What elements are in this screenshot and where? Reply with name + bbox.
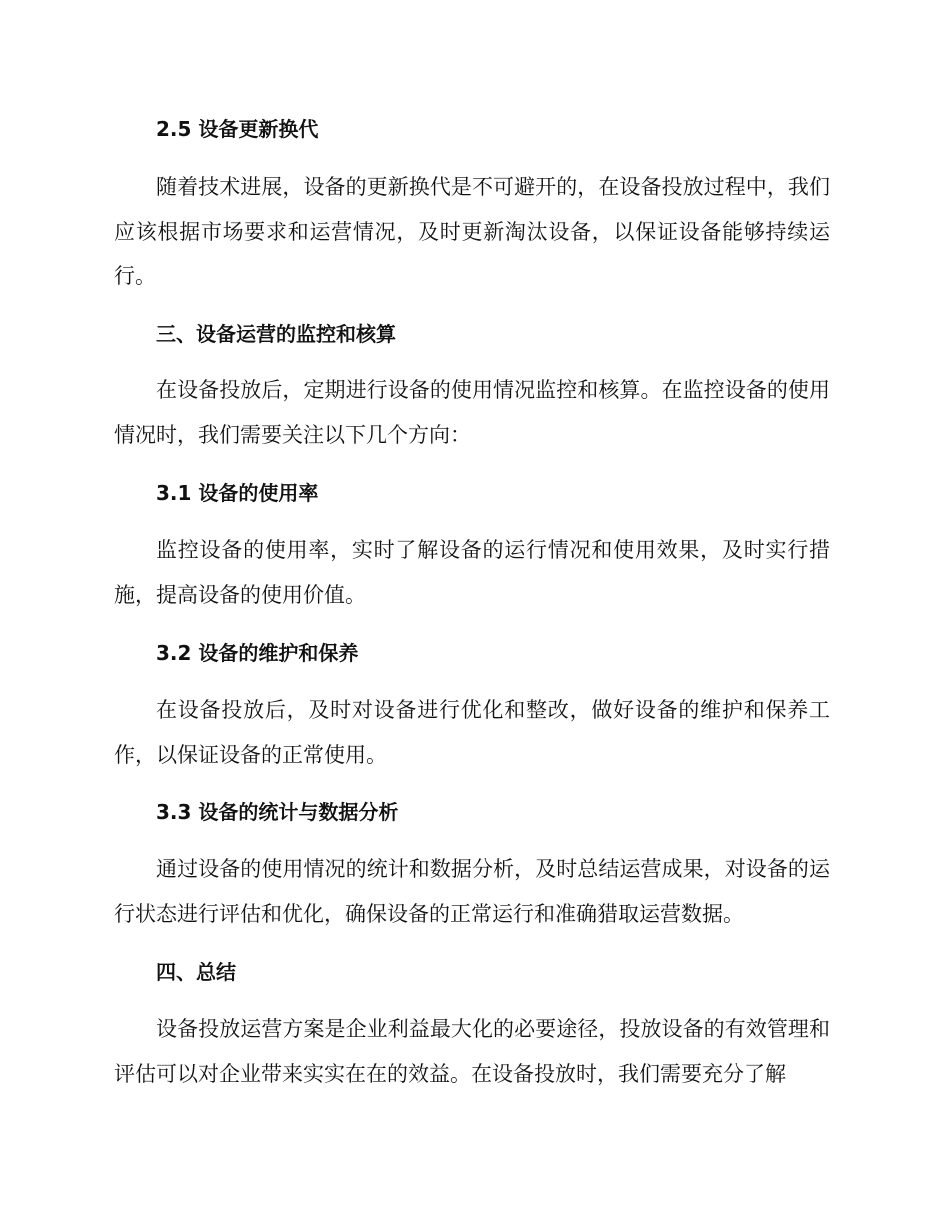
section-heading: 3.2 设备的维护和保养	[156, 641, 359, 665]
section-heading: 2.5 设备更新换代	[156, 117, 319, 141]
section-paragraph: 设备投放运营方案是企业利益最大化的必要途径，投放设备的有效管理和评估可以对企业带来实实在在的效益。在设备投放时，我们需要充分了解	[114, 1017, 830, 1086]
section-heading: 四、总结	[156, 960, 236, 984]
section-heading: 三、设备运营的监控和核算	[156, 322, 396, 346]
section-paragraph: 随着技术进展，设备的更新换代是不可避开的，在设备投放过程中，我们应该根据市场要求和运营情况，及时更新淘汰设备，以保证设备能够持续运行。	[114, 175, 830, 288]
section-paragraph: 通过设备的使用情况的统计和数据分析，及时总结运营成果，对设备的运行状态进行评估和优化，确保设备的正常运行和准确猎取运营数据。	[114, 857, 830, 926]
section-paragraph: 在设备投放后，及时对设备进行优化和整改，做好设备的维护和保养工作，以保证设备的正常使用。	[114, 698, 830, 767]
section-paragraph: 监控设备的使用率，实时了解设备的运行情况和使用效果，及时实行措施，提高设备的使用价值。	[114, 538, 830, 607]
section-heading: 3.1 设备的使用率	[156, 481, 319, 505]
section-heading: 3.3 设备的统计与数据分析	[156, 800, 399, 824]
section-paragraph: 在设备投放后，定期进行设备的使用情况监控和核算。在监控设备的使用情况时，我们需要关注以下几个方向：	[114, 378, 830, 447]
